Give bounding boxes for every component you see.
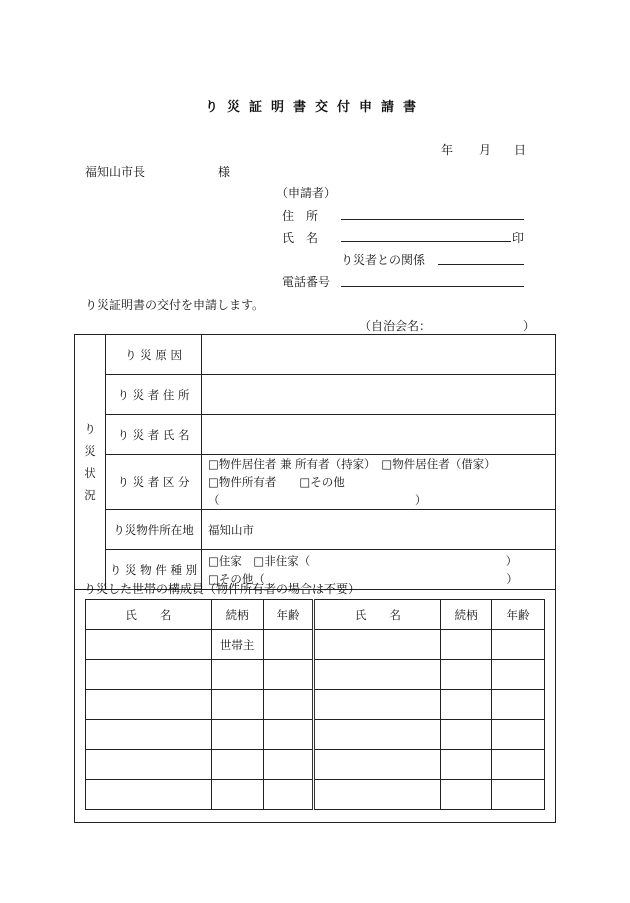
member-age-cell[interactable] xyxy=(492,630,545,660)
side-char: 況 xyxy=(84,488,96,502)
cause-field[interactable] xyxy=(202,335,556,375)
form-title: り災証明書交付申請書 xyxy=(204,100,425,115)
seal-mark: 印 xyxy=(512,231,525,245)
member-name-cell[interactable] xyxy=(86,750,212,780)
table-row xyxy=(86,750,545,780)
victim-name-label: り 災 者 氏 名 xyxy=(106,415,202,455)
member-age-cell[interactable] xyxy=(263,630,314,660)
member-relation-cell[interactable] xyxy=(211,720,263,750)
victim-address-label: り 災 者 住 所 xyxy=(106,375,202,415)
applicant-name-field[interactable] xyxy=(341,241,511,242)
member-relation-cell[interactable] xyxy=(441,720,492,750)
phone-field[interactable] xyxy=(341,286,524,287)
victim-name-field[interactable] xyxy=(202,415,556,455)
property-location-field[interactable]: 福知山市 xyxy=(202,510,556,550)
column-header-name: 氏 名 xyxy=(314,600,441,630)
date-year-label: 年 xyxy=(441,143,454,157)
member-name-cell[interactable] xyxy=(314,690,441,720)
date-day-label: 日 xyxy=(514,143,527,157)
type-options-line1[interactable]: □住家 □非住家（ ） xyxy=(208,553,518,568)
cause-row xyxy=(75,335,556,375)
type-options-line2[interactable]: □その他（ ） xyxy=(208,571,518,586)
member-name-cell[interactable] xyxy=(86,630,212,660)
addressee: 福知山市長 xyxy=(85,165,146,179)
household-caption: り災した世帯の構成員（物件所有者の場合は不要） xyxy=(84,582,361,596)
member-name-cell[interactable] xyxy=(314,630,441,660)
side-char: り xyxy=(84,422,96,436)
member-age-cell[interactable] xyxy=(263,660,314,690)
member-name-cell[interactable] xyxy=(314,720,441,750)
category-options-line2[interactable]: □物件所有者 □その他（ ） xyxy=(208,475,427,507)
address-row xyxy=(75,375,556,415)
applicant-address-label: 住 所 xyxy=(282,209,319,223)
table-row xyxy=(86,660,545,690)
member-relation-cell[interactable] xyxy=(211,780,263,810)
victim-category-label: り 災 者 区 分 xyxy=(106,455,202,510)
member-name-cell[interactable] xyxy=(86,720,212,750)
category-options-line1[interactable]: □物件居住者 兼 所有者（持家） □物件居住者（借家） xyxy=(208,457,496,471)
member-age-cell[interactable] xyxy=(492,780,545,810)
member-age-cell[interactable] xyxy=(263,780,314,810)
member-name-cell[interactable] xyxy=(86,690,212,720)
disaster-status-table xyxy=(74,334,556,590)
member-age-cell[interactable] xyxy=(492,690,545,720)
member-relation-cell[interactable]: 世帯主 xyxy=(211,630,263,660)
household-table xyxy=(85,599,545,810)
phone-label: 電話番号 xyxy=(282,275,331,289)
association-close: ） xyxy=(523,319,536,333)
member-age-cell[interactable] xyxy=(263,720,314,750)
victim-category-options[interactable] xyxy=(202,455,556,510)
member-age-cell[interactable] xyxy=(492,750,545,780)
member-name-cell[interactable] xyxy=(314,750,441,780)
applicant-heading: （申請者） xyxy=(276,186,337,200)
property-type-label: り 災 物 件 種 別 xyxy=(106,550,202,590)
applicant-name-label: 氏 名 xyxy=(282,231,319,245)
member-relation-cell[interactable] xyxy=(441,630,492,660)
property-location-label: り災物件所在地 xyxy=(106,510,202,550)
association-label: （自治会名： xyxy=(359,319,432,333)
member-relation-cell[interactable] xyxy=(441,750,492,780)
member-age-cell[interactable] xyxy=(492,660,545,690)
member-relation-cell[interactable] xyxy=(441,660,492,690)
member-age-cell[interactable] xyxy=(263,750,314,780)
applicant-address-field[interactable] xyxy=(341,219,524,220)
member-age-cell[interactable] xyxy=(492,720,545,750)
member-name-cell[interactable] xyxy=(86,780,212,810)
member-name-cell[interactable] xyxy=(314,660,441,690)
table-row xyxy=(86,780,545,810)
member-relation-cell[interactable] xyxy=(211,660,263,690)
member-age-cell[interactable] xyxy=(263,690,314,720)
name-row xyxy=(75,415,556,455)
member-relation-cell[interactable] xyxy=(211,690,263,720)
location-row xyxy=(75,510,556,550)
table-row xyxy=(86,690,545,720)
request-statement: り災証明書の交付を申請します。 xyxy=(85,298,265,312)
member-name-cell[interactable] xyxy=(86,660,212,690)
victim-address-field[interactable] xyxy=(202,375,556,415)
table-row xyxy=(86,630,545,660)
column-header-relation: 続柄 xyxy=(211,600,263,630)
relation-field[interactable] xyxy=(438,264,524,265)
column-header-name: 氏 名 xyxy=(86,600,212,630)
member-name-cell[interactable] xyxy=(314,780,441,810)
relation-label: り災者との関係 xyxy=(341,253,426,267)
table-row xyxy=(86,720,545,750)
member-relation-cell[interactable] xyxy=(211,750,263,780)
member-relation-cell[interactable] xyxy=(441,780,492,810)
column-header-age: 年齢 xyxy=(492,600,545,630)
member-relation-cell[interactable] xyxy=(441,690,492,720)
cause-label: り 災 原 因 xyxy=(106,335,202,375)
status-side-label xyxy=(75,335,106,590)
side-char: 災 xyxy=(84,444,96,458)
column-header-relation: 続柄 xyxy=(441,600,492,630)
side-char: 状 xyxy=(84,466,96,480)
date-month-label: 月 xyxy=(479,143,492,157)
addressee-honorific: 様 xyxy=(218,165,231,179)
column-header-age: 年齢 xyxy=(263,600,314,630)
household-header-row xyxy=(86,600,545,630)
category-row xyxy=(75,455,556,510)
